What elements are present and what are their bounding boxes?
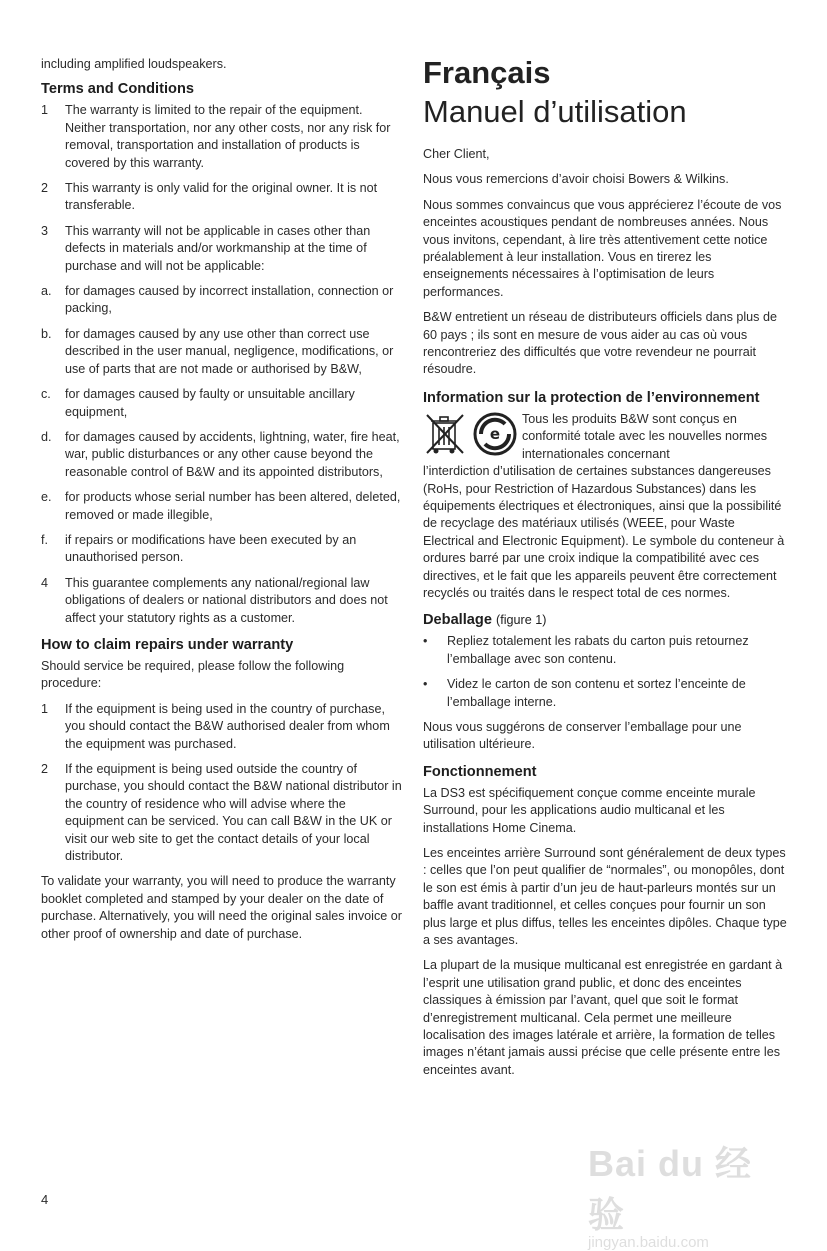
deballage-list — [423, 633, 787, 711]
terms-item — [41, 283, 405, 318]
language-title: Français — [423, 55, 551, 90]
terms-item-text: This guarantee complements any national/regional law obligations of dealers or national distributors and does not affect your statutory rights as a customer. — [65, 575, 388, 625]
environment-block — [423, 411, 787, 463]
fonctionnement-para-1: La DS3 est spécifiquement conçue comme enceinte murale Surround, pour les applications audio multicanal et les installations Home Cinema. — [423, 785, 756, 835]
environment-text-intro: Tous les produits B&W sont conçus en conformité totale avec les nouvelles normes internationales concernant — [522, 411, 768, 461]
claim-item-marker: 1 — [41, 701, 49, 716]
claim-item-marker: 2 — [41, 762, 49, 776]
claim-intro: Should service be required, please follow the following procedure: — [41, 658, 345, 691]
environment-text: l’interdiction d’utilisation de certaines substances dangereuses (RoHs, pour Restriction of Hazardous Substances) dans les équipements électriques et électroniques, ainsi que la possibilité de recyclage des matériaux utilisés (WEEE, pour Waste Electrical and Electronic Equipment). Le symbole du conteneur à ordures barré par une croix indique la compatibilité avec ces directives, et le fait que les appareils peuvent être correctement recyclés ou traités dans le respect total de ces normes. — [423, 464, 785, 600]
intro-para-1: Nous vous remercions d’avoir choisi Bowers & Wilkins. — [423, 172, 729, 187]
svg-text:e: e — [489, 424, 501, 443]
deballage-figure-ref: (figure 1) — [496, 613, 547, 628]
terms-item-text: for damages caused by incorrect installation, connection or packing, — [65, 284, 394, 316]
terms-item-marker: d. — [41, 429, 52, 444]
terms-item-text: for products whose serial number has been altered, deleted, removed or made illegible, — [65, 490, 401, 522]
terms-heading: Terms and Conditions — [41, 81, 194, 98]
terms-item-marker: f. — [41, 532, 48, 547]
watermark-logo: Bai du 经验 — [588, 1143, 753, 1235]
terms-item-marker: 3 — [41, 223, 49, 238]
claim-item-text: If the equipment is being used in the country of purchase, you should contact the B&W authorised dealer from whom the equipment was purchased. — [65, 701, 390, 751]
terms-item-marker: c. — [41, 387, 51, 402]
terms-item — [41, 223, 405, 275]
claim-heading: How to claim repairs under warranty — [41, 636, 294, 653]
claim-item — [41, 761, 405, 865]
intro-text: including amplified loudspeakers. — [41, 57, 227, 71]
terms-item-text: The warranty is limited to the repair of the equipment. Neither transportation, nor any other costs, nor any risk for removal, transportation and installation of products is covered by this warranty. — [65, 103, 391, 170]
page-number: 4 — [41, 1192, 49, 1207]
fonctionnement-para-2: Les enceintes arrière Surround sont généralement de deux types : celles que l’on peut qualifier de “normales”, ou monopôles, dont le son est émis à partir d’un jeu de haut-parleurs montés sur un baffle avant traditionnel, et celles conçues pour fournir un son plus large et plus diffus, telles les enceintes dipôles. Chaque type a ses avantages. — [423, 846, 787, 948]
left-column — [41, 56, 405, 951]
validate-text: To validate your warranty, you will need to produce the warranty booklet completed and stamped by your dealer on the date of purchase. Alternatively, you will need the original sales invoice or other proof of ownership and date of purchase. — [41, 874, 402, 941]
deballage-title: Deballage — [423, 612, 492, 629]
terms-item-marker: a. — [41, 284, 52, 299]
terms-item — [41, 532, 405, 567]
terms-item-marker: 2 — [41, 181, 49, 196]
environment-icons — [423, 411, 522, 463]
deballage-item-marker: • — [423, 677, 428, 692]
claim-item-text: If the equipment is being used outside the country of purchase, you should contact the B&W national distributor in the country of residence who will advise where the equipment can be serviced. You can call B&W in the UK or visit our web site to get the contact details of your local distributor. — [65, 762, 402, 864]
fonctionnement-heading: Fonctionnement — [423, 763, 537, 780]
deballage-item — [423, 676, 787, 711]
manual-title: Manuel d’utilisation — [423, 94, 687, 129]
terms-item-text: if repairs or modifications have been executed by an unauthorised person. — [65, 532, 357, 565]
deballage-item-text: Repliez totalement les rabats du carton puis retournez l’emballage avec son contenu. — [447, 634, 749, 666]
claim-item — [41, 701, 405, 753]
terms-item-text: for damages caused by accidents, lightning, water, fire heat, war, public disturbances or any other cause beyond the reasonable control of B&W and its appointed distributors, — [65, 429, 400, 479]
terms-item — [41, 429, 405, 481]
terms-item-marker: 4 — [41, 575, 49, 590]
terms-item — [41, 102, 405, 172]
terms-item-marker: b. — [41, 326, 52, 341]
environment-heading: Information sur la protection de l’environnement — [423, 389, 760, 406]
intro-para-3: B&W entretient un réseau de distributeurs officiels dans plus de 60 pays ; ils sont en mesure de vous aider au cas où vous rencontreriez des difficultés que votre revendeur ne pourrait résoudre. — [423, 310, 777, 377]
right-column — [423, 56, 787, 1087]
deballage-item — [423, 633, 787, 668]
terms-item — [41, 386, 405, 421]
watermark-url: jingyan.baidu.com — [588, 1234, 709, 1251]
deballage-item-text: Videz le carton de son contenu et sortez l’enceinte de l’emballage interne. — [447, 677, 746, 709]
terms-item-text: for damages caused by any use other than correct use described in the user manual, negligence, modifications, or use of parts that are not made or authorised by B&W, — [65, 326, 394, 376]
terms-item — [41, 326, 405, 378]
rohs-recycle-icon — [471, 411, 519, 457]
terms-item — [41, 489, 405, 524]
deballage-item-marker: • — [423, 634, 428, 649]
crossed-bin-icon — [423, 411, 467, 457]
terms-list — [41, 102, 405, 627]
deballage-heading — [423, 612, 787, 629]
terms-item-text: This warranty is only valid for the original owner. It is not transferable. — [65, 181, 378, 213]
deballage-note: Nous vous suggérons de conserver l’emballage pour une utilisation ultérieure. — [423, 719, 742, 752]
claim-list — [41, 701, 405, 866]
greeting: Cher Client, — [423, 147, 490, 161]
fonctionnement-para-3: La plupart de la musique multicanal est enregistrée en gardant à l’esprit une utilisation grand public, et donc des enceintes classiques à émission par l’avant, quel que soit le format d’enregistrement multicanal. Cela permet une meilleure localisation des images latérale et arrière, la formation de telles images n’étant jamais aussi précise que celle présente entre les enceintes avant. — [423, 958, 783, 1077]
terms-item-text: This warranty will not be applicable in cases other than defects in materials and/or workmanship at the time of purchase and will not be applicable: — [65, 223, 371, 273]
terms-item-marker: 1 — [41, 103, 49, 118]
watermark — [588, 1136, 788, 1251]
intro-para-2: Nous sommes convaincus que vous apprécierez l’écoute de vos enceintes acoustiques pendant de nombreuses années. Nous vous invitons, cependant, à lire très attentivement cette notice préalablement à leur installation. Vous en tirerez les enseignements nécessaires à l’optimisation de leurs performances. — [423, 197, 782, 299]
terms-item-text: for damages caused by faulty or unsuitable ancillary equipment, — [65, 387, 355, 419]
terms-item — [41, 575, 405, 627]
terms-item — [41, 180, 405, 215]
terms-item-marker: e. — [41, 490, 52, 505]
